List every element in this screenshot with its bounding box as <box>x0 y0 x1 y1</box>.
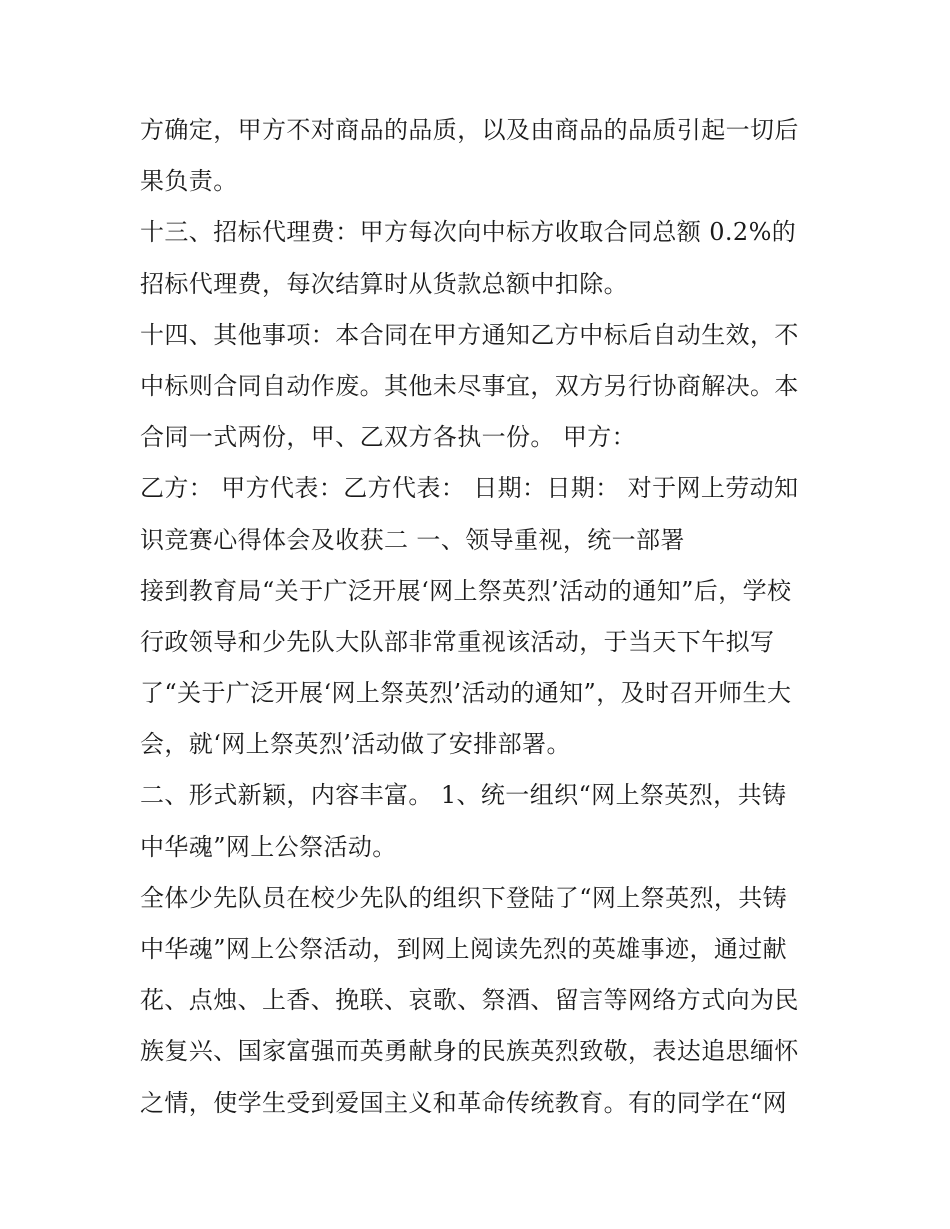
text-line: 二、形式新颖，内容丰富。 1、统一组织“网上祭英烈，共铸 <box>140 781 787 810</box>
text-line: 中华魂”网上公祭活动，到网上阅读先烈的英雄事迹，通过献 <box>140 935 788 963</box>
text-line: 全体少先队员在校少先队的组织下登陆了“网上祭英烈，共铸 <box>140 883 788 912</box>
text-line: 果负责。 <box>140 167 238 196</box>
text-line: 合同一式两份，甲、乙双方各执一份。 甲方： <box>140 423 637 452</box>
text-line: 招标代理费，每次结算时从货款总额中扣除。 <box>140 269 628 298</box>
text-line: 中华魂”网上公祭活动。 <box>140 832 397 861</box>
text-line: 之情，使学生受到爱国主义和革命传统教育。有的同学在“网 <box>140 1088 788 1117</box>
text-line: 行政领导和少先队大队部非常重视该活动，于当天下午拟写 <box>140 627 775 656</box>
text-line: 接到教育局“关于广泛开展‘网上祭英烈’活动的通知”后，学校 <box>140 576 792 605</box>
text-line: 方确定，甲方不对商品的品质，以及由商品的品质引起一切后 <box>140 116 799 144</box>
text-line: 识竞赛心得体会及收获二 一、领导重视，统一部署 <box>140 525 685 554</box>
text-line: 十四、其他事项：本合同在甲方通知乙方中标后自动生效，不 <box>140 320 799 349</box>
text-line: 会，就‘网上祭英烈’活动做了安排部署。 <box>140 730 571 759</box>
document-body <box>140 105 820 1129</box>
text-line: 中标则合同自动作废。其他未尽事宜，双方另行协商解决。本 <box>140 371 799 400</box>
text-line: 花、点烛、上香、挽联、哀歌、祭酒、留言等网络方式向为民 <box>140 986 799 1015</box>
text-line: 十三、招标代理费：甲方每次向中标方收取合同总额 0.2%的 <box>140 218 797 247</box>
text-line: 乙方： 甲方代表：乙方代表： 日期：日期： 对于网上劳动知 <box>140 474 799 503</box>
text-line: 族复兴、国家富强而英勇献身的民族英烈致敬，表达追思缅怀 <box>140 1037 799 1066</box>
text-line: 了“关于广泛开展‘网上祭英烈’活动的通知”，及时召开师生大 <box>140 679 792 708</box>
